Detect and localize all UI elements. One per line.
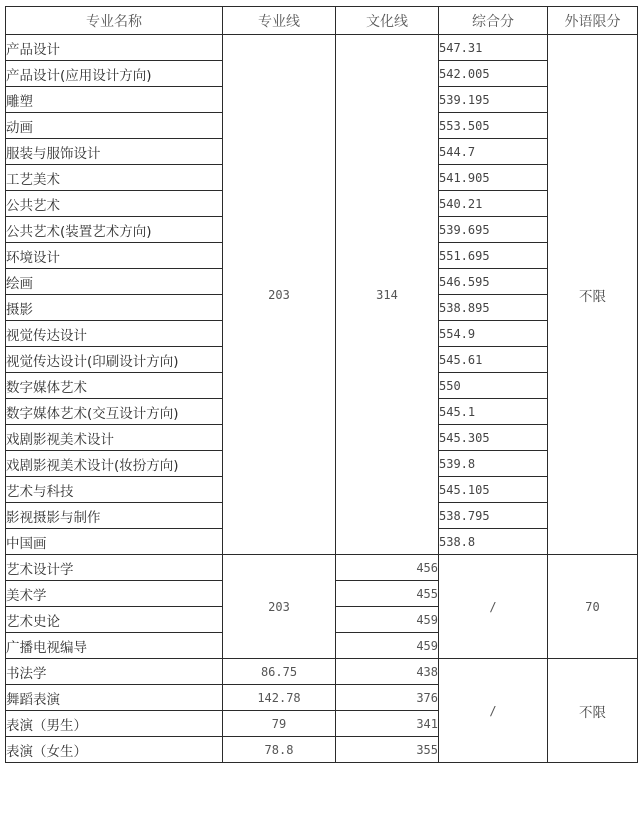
culture-line-cell: 455 bbox=[336, 581, 439, 607]
admission-score-table bbox=[5, 6, 638, 763]
major-name-cell: 雕塑 bbox=[6, 87, 223, 113]
header-row bbox=[6, 7, 638, 35]
composite-score-cell: 545.1 bbox=[439, 399, 548, 425]
major-name-cell: 戏剧影视美术设计 bbox=[6, 425, 223, 451]
header-major-name: 专业名称 bbox=[6, 7, 223, 35]
major-name-cell: 工艺美术 bbox=[6, 165, 223, 191]
composite-score-cell: 539.695 bbox=[439, 217, 548, 243]
composite-score-cell: / bbox=[439, 555, 548, 659]
composite-score-cell: 538.8 bbox=[439, 529, 548, 555]
composite-score-cell: 551.695 bbox=[439, 243, 548, 269]
major-name-cell: 中国画 bbox=[6, 529, 223, 555]
major-line-cell: 78.8 bbox=[223, 737, 336, 763]
composite-score-cell: 554.9 bbox=[439, 321, 548, 347]
table-row bbox=[6, 659, 638, 685]
composite-score-cell: 540.21 bbox=[439, 191, 548, 217]
major-name-cell: 视觉传达设计 bbox=[6, 321, 223, 347]
major-line-cell: 203 bbox=[223, 555, 336, 659]
major-name-cell: 公共艺术(装置艺术方向) bbox=[6, 217, 223, 243]
composite-score-cell: 546.595 bbox=[439, 269, 548, 295]
major-name-cell: 视觉传达设计(印刷设计方向) bbox=[6, 347, 223, 373]
major-name-cell: 艺术史论 bbox=[6, 607, 223, 633]
major-line-cell: 86.75 bbox=[223, 659, 336, 685]
major-line-cell: 203 bbox=[223, 35, 336, 555]
major-name-cell: 艺术与科技 bbox=[6, 477, 223, 503]
major-name-cell: 戏剧影视美术设计(妆扮方向) bbox=[6, 451, 223, 477]
header-major-line: 专业线 bbox=[223, 7, 336, 35]
composite-score-cell: / bbox=[439, 659, 548, 763]
major-name-cell: 表演（男生） bbox=[6, 711, 223, 737]
composite-score-cell: 550 bbox=[439, 373, 548, 399]
major-name-cell: 舞蹈表演 bbox=[6, 685, 223, 711]
composite-score-cell: 547.31 bbox=[439, 35, 548, 61]
major-line-cell: 79 bbox=[223, 711, 336, 737]
composite-score-cell: 545.61 bbox=[439, 347, 548, 373]
major-name-cell: 书法学 bbox=[6, 659, 223, 685]
header-composite-score: 综合分 bbox=[439, 7, 548, 35]
foreign-limit-cell: 70 bbox=[548, 555, 638, 659]
composite-score-cell: 538.795 bbox=[439, 503, 548, 529]
culture-line-cell: 459 bbox=[336, 633, 439, 659]
foreign-limit-cell: 不限 bbox=[548, 35, 638, 555]
composite-score-cell: 542.005 bbox=[439, 61, 548, 87]
major-name-cell: 广播电视编导 bbox=[6, 633, 223, 659]
major-name-cell: 摄影 bbox=[6, 295, 223, 321]
table-row bbox=[6, 555, 638, 581]
header-foreign-limit: 外语限分 bbox=[548, 7, 638, 35]
major-name-cell: 环境设计 bbox=[6, 243, 223, 269]
culture-line-cell: 438 bbox=[336, 659, 439, 685]
major-name-cell: 产品设计 bbox=[6, 35, 223, 61]
culture-line-cell: 376 bbox=[336, 685, 439, 711]
major-name-cell: 动画 bbox=[6, 113, 223, 139]
header-culture-line: 文化线 bbox=[336, 7, 439, 35]
major-name-cell: 影视摄影与制作 bbox=[6, 503, 223, 529]
composite-score-cell: 539.195 bbox=[439, 87, 548, 113]
major-name-cell: 艺术设计学 bbox=[6, 555, 223, 581]
composite-score-cell: 544.7 bbox=[439, 139, 548, 165]
culture-line-cell: 459 bbox=[336, 607, 439, 633]
major-name-cell: 产品设计(应用设计方向) bbox=[6, 61, 223, 87]
major-name-cell: 数字媒体艺术 bbox=[6, 373, 223, 399]
composite-score-cell: 553.505 bbox=[439, 113, 548, 139]
composite-score-cell: 538.895 bbox=[439, 295, 548, 321]
composite-score-cell: 539.8 bbox=[439, 451, 548, 477]
table-row bbox=[6, 35, 638, 61]
culture-line-cell: 314 bbox=[336, 35, 439, 555]
table-body bbox=[6, 35, 638, 763]
culture-line-cell: 456 bbox=[336, 555, 439, 581]
major-name-cell: 公共艺术 bbox=[6, 191, 223, 217]
composite-score-cell: 541.905 bbox=[439, 165, 548, 191]
composite-score-cell: 545.305 bbox=[439, 425, 548, 451]
major-name-cell: 美术学 bbox=[6, 581, 223, 607]
major-line-cell: 142.78 bbox=[223, 685, 336, 711]
culture-line-cell: 341 bbox=[336, 711, 439, 737]
major-name-cell: 绘画 bbox=[6, 269, 223, 295]
major-name-cell: 服装与服饰设计 bbox=[6, 139, 223, 165]
composite-score-cell: 545.105 bbox=[439, 477, 548, 503]
major-name-cell: 数字媒体艺术(交互设计方向) bbox=[6, 399, 223, 425]
culture-line-cell: 355 bbox=[336, 737, 439, 763]
major-name-cell: 表演（女生） bbox=[6, 737, 223, 763]
foreign-limit-cell: 不限 bbox=[548, 659, 638, 763]
